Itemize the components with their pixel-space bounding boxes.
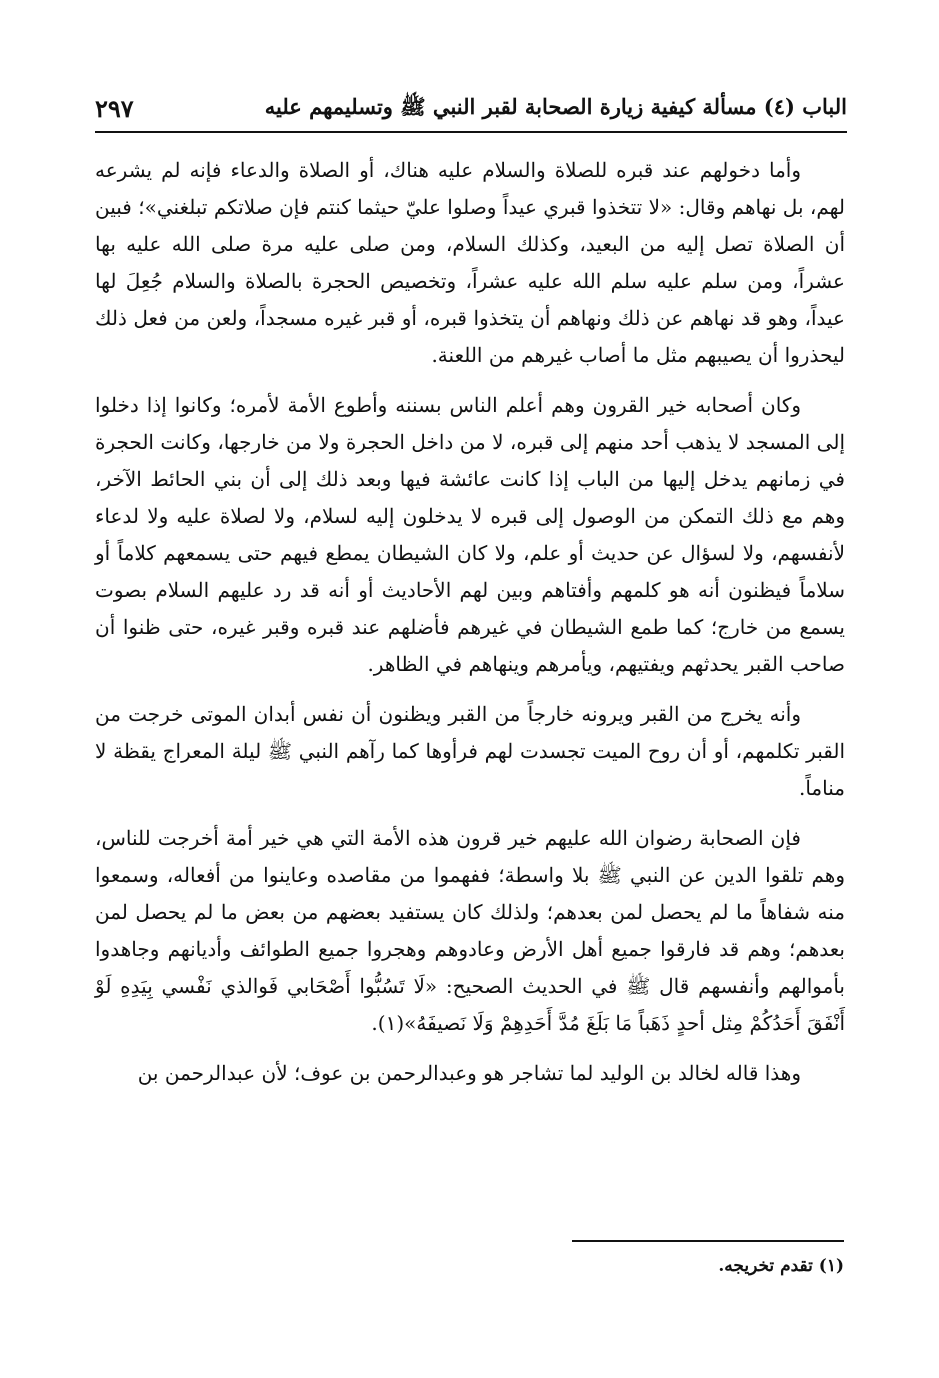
page-header bbox=[95, 88, 847, 132]
chapter-title: الباب (٤) مسألة كيفية زيارة الصحابة لقبر النبي ﷺ وتسليمهم عليه bbox=[264, 94, 847, 119]
paragraph: وكان أصحابه خير القرون وهم أعلم الناس بسننه وأطوع الأمة لأمره؛ وكانوا إذا دخلوا إلى المسجد لا يذهب أحد منهم إلى قبره، لا من داخل الحجرة ولا من خارجها، وكانت الحجرة في زمانهم يدخل إليها من الباب إذا كانت عائشة فيها وبعد ذلك إلى أن بني الحائط الآخر، وهم مع ذلك التمكن من الوصول إلى قبره لا يدخلون إليه لسلام، ولا لصلاة عليه ولا لدعاء لأنفسهم، ولا لسؤال عن حديث أو علم، ولا كان الشيطان يمطع فيهم حتى يسمعهم كلاماً أو سلاماً فيظنون أنه هو كلمهم وأفتاهم وبين لهم الأحاديث أو أنه قد رد عليهم السلام بصوت يسمع من خارج؛ كما طمع الشيطان في غيرهم فأضلهم عند قبره وقبر غيره، حتى ظنوا أن صاحب القبر يحدثهم ويفتيهم، ويأمرهم وينهاهم في الظاهر. bbox=[95, 393, 845, 676]
paragraph: وأما دخولهم عند قبره للصلاة والسلام عليه هناك، أو الصلاة والدعاء فإنه لم يشرعه لهم، بل نهاهم وقال: «لا تتخذوا قبري عيداً وصلوا عليّ حيثما كنتم فإن صلاتكم تبلغني»؛ فبين أن الصلاة تصل إليه من البعيد، وكذلك السلام، ومن صلى عليه مرة صلى الله عليه بها عشراً، ومن سلم عليه سلم الله عليه عشراً، وتخصيص الحجرة بالصلاة والسلام جُعِلَ لها عيداً، وهو قد نهاهم عن ذلك ونهاهم أن يتخذوا قبره، أو قبر غيره مسجداً، ولعن من فعل ذلك ليحذروا أن يصيبهم مثل ما أصاب غيرهم من اللعنة. bbox=[95, 158, 845, 367]
paragraph: فإن الصحابة رضوان الله عليهم خير قرون هذه الأمة التي هي خير أمة أخرجت للناس، وهم تلقوا الدين عن النبي ﷺ بلا واسطة؛ ففهموا من مقاصده وعاينوا من أفعاله، وسمعوا منه شفاهاً ما لم يحصل لمن بعدهم؛ ولذلك كان يستفيد بعضهم من بعض ما لم يحصل لمن بعدهم؛ وهم قد فارقوا جميع أهل الأرض وعادوهم وهجروا جميع الطوائف وأديانهم وجاهدوا بأموالهم وأنفسهم قال ﷺ في الحديث الصحيح: «لَا تَسُبُّوا أَصْحَابي فَوالذي نَفْسي بِيَدِهِ لَوْ أَنْفَقَ أَحَدُكُمْ مِثل أحدٍ ذَهَباً مَا بَلَغَ مُدَّ أَحَدِهِمْ وَلَا نَصيفَهُ»(١). bbox=[95, 826, 845, 1035]
paragraph: وأنه يخرج من القبر ويرونه خارجاً من القبر ويظنون أن نفس أبدان الموتى خرجت من القبر تكلمهم، أو أن روح الميت تجسدت لهم فرأوها كما رآهم النبي ﷺ ليلة المعراج يقظة لا مناماً. bbox=[95, 702, 845, 800]
main-text bbox=[95, 152, 845, 1105]
page-number: ٢٩٧ bbox=[95, 94, 134, 123]
footnote: (١) تقدم تخريجه. bbox=[718, 1256, 844, 1276]
paragraph: وهذا قاله لخالد بن الوليد لما تشاجر هو وعبدالرحمن بن عوف؛ لأن عبدالرحمن بن bbox=[137, 1061, 801, 1085]
header-divider bbox=[95, 131, 847, 133]
footnote-divider bbox=[572, 1240, 844, 1242]
